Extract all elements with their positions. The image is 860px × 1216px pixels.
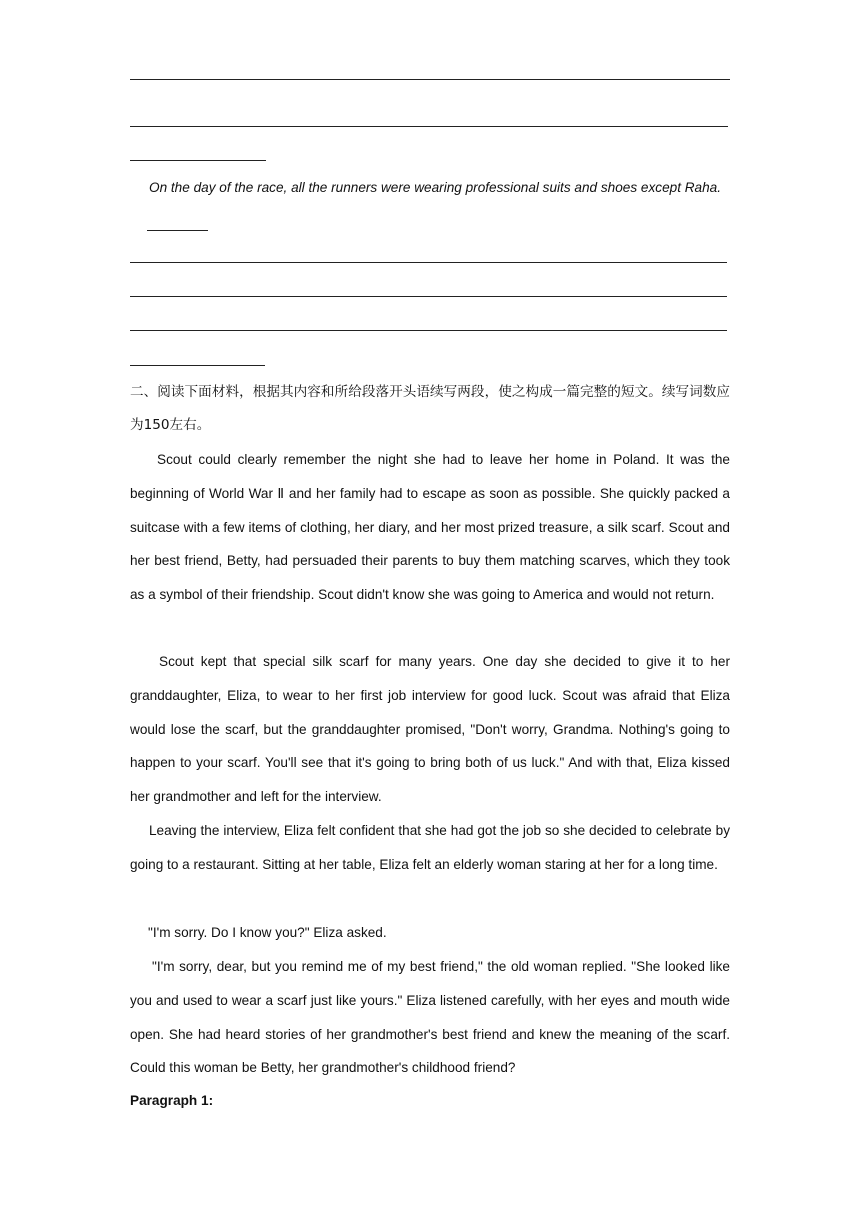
paragraph-label: Paragraph 1: <box>130 1093 214 1108</box>
answer-line-short <box>130 160 266 161</box>
story-paragraph-5: "I'm sorry, dear, but you remind me of my best friend," the old woman replied. "She looked like you and used to wear a scarf just like yours." Eliza listened carefully, with her eyes and mouth wide open. She had heard stories of her grandmother's best friend and knew the meaning of the scarf. Could this woman be Betty, her grandmother's childhood friend? <box>130 959 730 1076</box>
answer-line <box>130 79 730 80</box>
answer-line-short <box>147 230 208 231</box>
answer-line <box>130 262 727 263</box>
answer-line <box>130 126 728 127</box>
story-paragraph-2: Scout kept that special silk scarf for many years. One day she decided to give it to her granddaughter, Eliza, to wear to her first job interview for good luck. Scout was afraid that Eliza would lose the scarf, but the granddaughter promised, "Don't worry, Grandma. Nothing's going to happen to your scarf. You'll see that it's going to bring both of us luck." And with that, Eliza kissed her grandmother and left for the interview. <box>130 654 730 805</box>
answer-line-short <box>130 365 265 366</box>
story-paragraph-3: Leaving the interview, Eliza felt confident that she had got the job so she decided to celebrate by going to a restaurant. Sitting at her table, Eliza felt an elderly woman staring at her for a long time. <box>130 823 730 872</box>
section-instruction: 二、阅读下面材料，根据其内容和所给段落开头语续写两段，使之构成一篇完整的短文。续写词数应为150左右。 <box>130 384 730 433</box>
answer-line <box>130 330 727 331</box>
story-paragraph-1: Scout could clearly remember the night she had to leave her home in Poland. It was the beginning of World War Ⅱ and her family had to escape as soon as possible. She quickly packed a suitcase with a few items of clothing, her diary, and her most prized treasure, a silk scarf. Scout and her best friend, Betty, had persuaded their parents to buy them matching scarves, which they took as a symbol of their friendship. Scout didn't know she was going to America and would not return. <box>130 452 730 603</box>
prompt-sentence: On the day of the race, all the runners were wearing professional suits and shoes except Raha. <box>149 180 722 195</box>
story-paragraph-4: "I'm sorry. Do I know you?" Eliza asked. <box>148 925 387 940</box>
answer-line <box>130 296 727 297</box>
